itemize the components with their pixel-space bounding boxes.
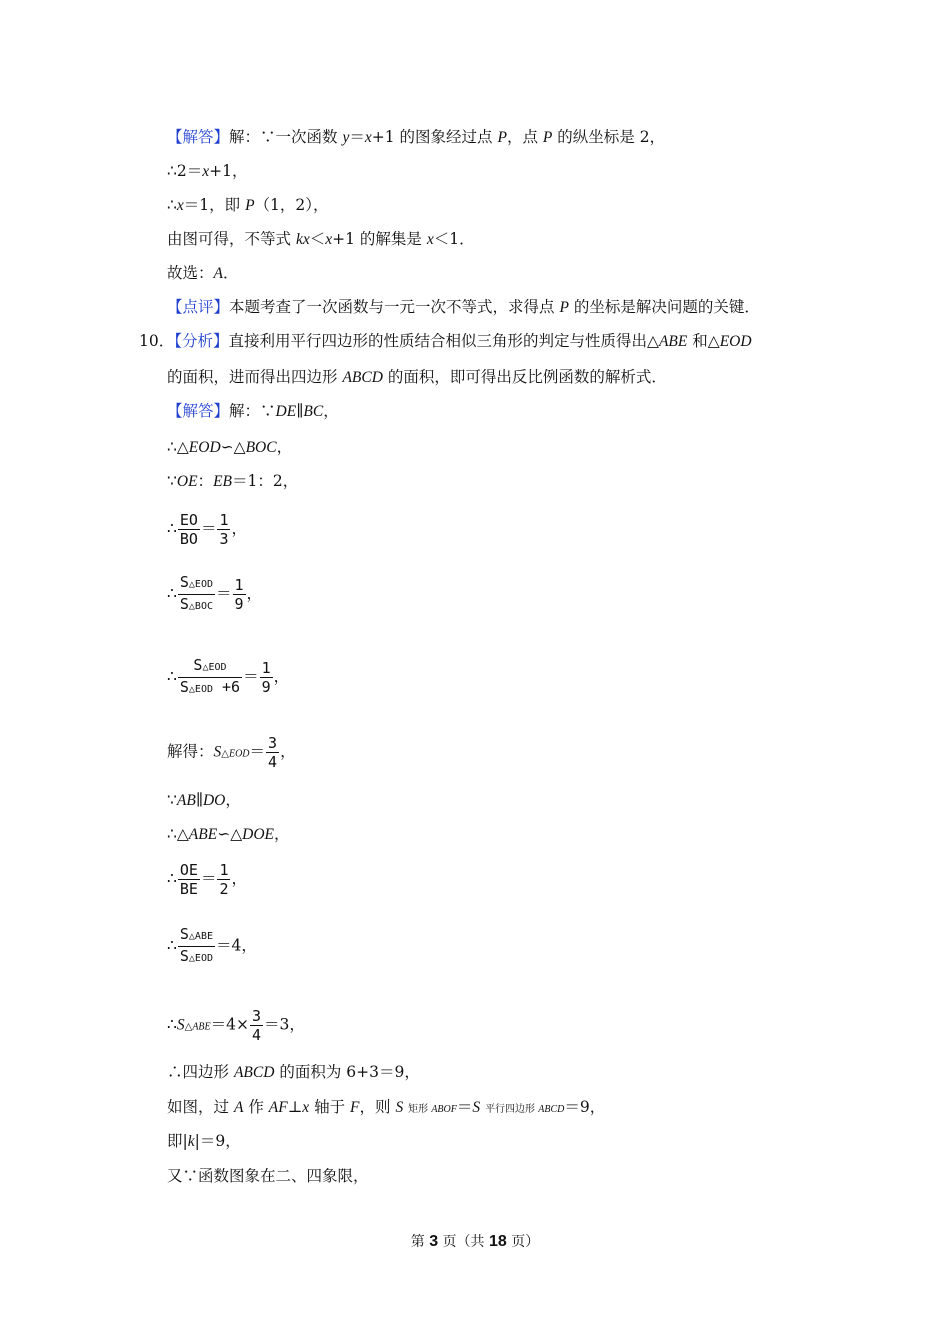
parallel-line-2: ∵AB∥DO，	[167, 791, 241, 809]
q9-answer-line-2: ∴2＝x+1，	[167, 162, 248, 180]
solve-area-line: 解得：S△EOD＝ $\frac{3}{4}$ ，	[167, 734, 296, 771]
q9-comment-line: 【点评】本题考查了一次函数与一元一次不等式，求得点 P 的坐标是解决问题的关键．	[167, 298, 760, 316]
q10-analysis-line-2: 的面积，进而得出四边形 ABCD 的面积，即可得出反比例函数的解析式．	[167, 368, 667, 386]
q10-similar-line-1: ∴△EOD∽△BOC，	[167, 438, 293, 456]
q10-ratio-line: ∵OE：EB＝1：2，	[167, 472, 299, 490]
figure-line: 如图，过 A 作 AF⊥x 轴于 F，则 S 矩形 ABOF＝S 平行四边形 ABCD＝9，	[167, 1098, 606, 1116]
fraction-area-ratio-2: ∴ $\frac{\text{S△EOD}}{\text{S△EOD +6}}$ ＝ $\frac{1}{9}$ ，	[167, 656, 289, 699]
q9-answer-line-4: 由图可得，不等式 kx＜x+1 的解集是 x＜1．	[167, 230, 475, 248]
q10-analysis-line-1: 10．【分析】直接利用平行四边形的性质结合相似三角形的判定与性质得出△ABE 和△EOD	[139, 332, 752, 350]
fraction-oe-be: ∴ $\frac{OE}{BE}$ ＝ $\frac{1}{2}$ ，	[167, 861, 247, 898]
answer-tag: 【解答】	[167, 128, 230, 146]
quad-area-line: ∴四边形 ABCD 的面积为 6+3＝9，	[167, 1063, 420, 1081]
question-number: 10．	[139, 332, 175, 350]
q9-answer-line-1: 【解答】解：∵一次函数 y＝x+1 的图象经过点 P，点 P 的纵坐标是 2，	[167, 128, 666, 146]
page-number: 3	[429, 1233, 439, 1250]
analysis-tag: 【分析】	[174, 332, 229, 350]
comment-tag: 【点评】	[167, 298, 230, 316]
quadrant-line: 又∵函数图象在二、四象限，	[167, 1167, 369, 1185]
page-footer: 第 3 页（共 18 页）	[410, 1233, 540, 1250]
fraction-eo-bo: ∴ $\frac{EO}{BO}$ ＝ $\frac{1}{3}$ ，	[167, 511, 247, 548]
fraction-area-ratio-1: ∴ $\frac{\text{S△EOD}}{\text{S△BOC}}$ ＝ $\frac{1}{9}$ ，	[167, 573, 262, 616]
k-abs-line: 即|k|＝9，	[167, 1132, 241, 1150]
q9-answer-line-5: 故选：A．	[167, 264, 239, 282]
answer-tag-2: 【解答】	[167, 402, 230, 420]
q10-answer-line-1: 【解答】解：∵DE∥BC，	[167, 402, 339, 420]
area-abe-line: ∴S△ABE＝4× $\frac{3}{4}$ ＝3，	[167, 1007, 305, 1044]
fraction-area-ratio-3: ∴ $\frac{\text{S△ABE}}{\text{S△EOD}}$ ＝4，	[167, 925, 257, 968]
q9-answer-line-3: ∴x＝1，即 P（1，2），	[167, 196, 329, 214]
q10-similar-line-2: ∴△ABE∽△DOE，	[167, 825, 290, 843]
page-total: 18	[489, 1233, 507, 1250]
